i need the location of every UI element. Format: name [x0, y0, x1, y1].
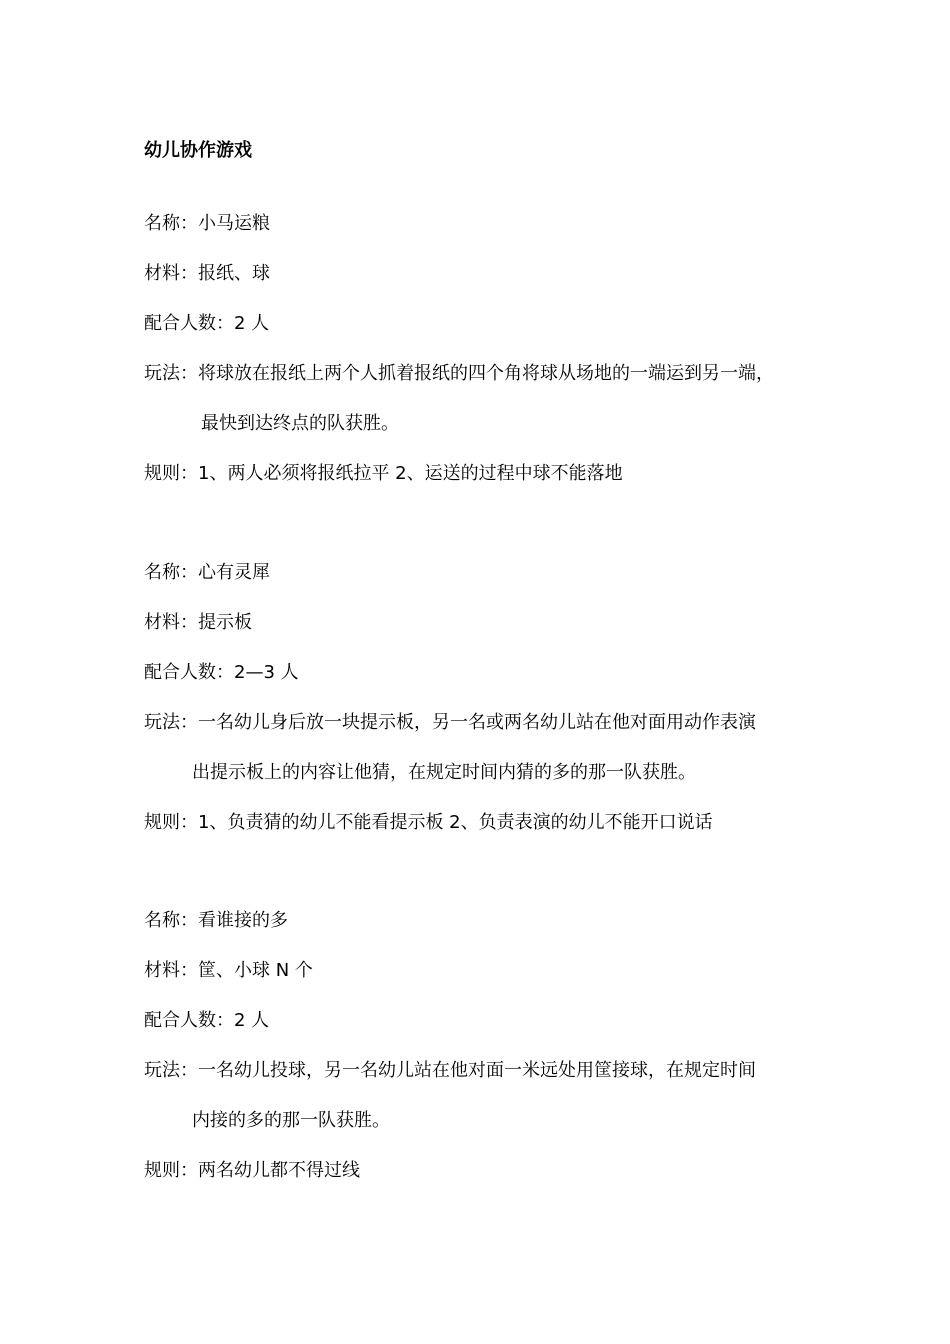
game-1-play-line-1: 玩法：将球放在报纸上两个人抓着报纸的四个角将球从场地的一端运到另一端， [144, 363, 774, 384]
game-2-play-line-2: 出提示板上的内容让他猜，在规定时间内猜的多的那一队获胜。 [192, 762, 696, 783]
game-2-players: 配合人数：2—3 人 [144, 662, 299, 683]
game-3-rules: 规则：两名幼儿都不得过线 [144, 1160, 360, 1181]
game-3-play-line-2: 内接的多的那一队获胜。 [192, 1110, 390, 1131]
game-3-play-line-1: 玩法：一名幼儿投球，另一名幼儿站在他对面一米远处用筐接球，在规定时间 [144, 1060, 756, 1081]
game-1-play-line-2: 最快到达终点的队获胜。 [201, 413, 399, 434]
game-3-name: 名称：看谁接的多 [144, 910, 288, 931]
game-1-players: 配合人数：2 人 [144, 313, 270, 334]
game-1-materials: 材料：报纸、球 [144, 263, 270, 284]
game-2-play-line-1: 玩法：一名幼儿身后放一块提示板，另一名或两名幼儿站在他对面用动作表演 [144, 712, 756, 733]
game-1-name: 名称：小马运粮 [144, 213, 270, 234]
game-2-rules: 规则：1、负责猜的幼儿不能看提示板 2、负责表演的幼儿不能开口说话 [144, 812, 713, 833]
document-title: 幼儿协作游戏 [144, 140, 252, 161]
game-1-rules: 规则：1、两人必须将报纸拉平 2、运送的过程中球不能落地 [144, 463, 623, 484]
game-3-players: 配合人数：2 人 [144, 1010, 270, 1031]
game-2-materials: 材料：提示板 [144, 612, 252, 633]
game-3-materials: 材料：筐、小球 N 个 [144, 960, 313, 981]
game-2-name: 名称：心有灵犀 [144, 562, 270, 583]
